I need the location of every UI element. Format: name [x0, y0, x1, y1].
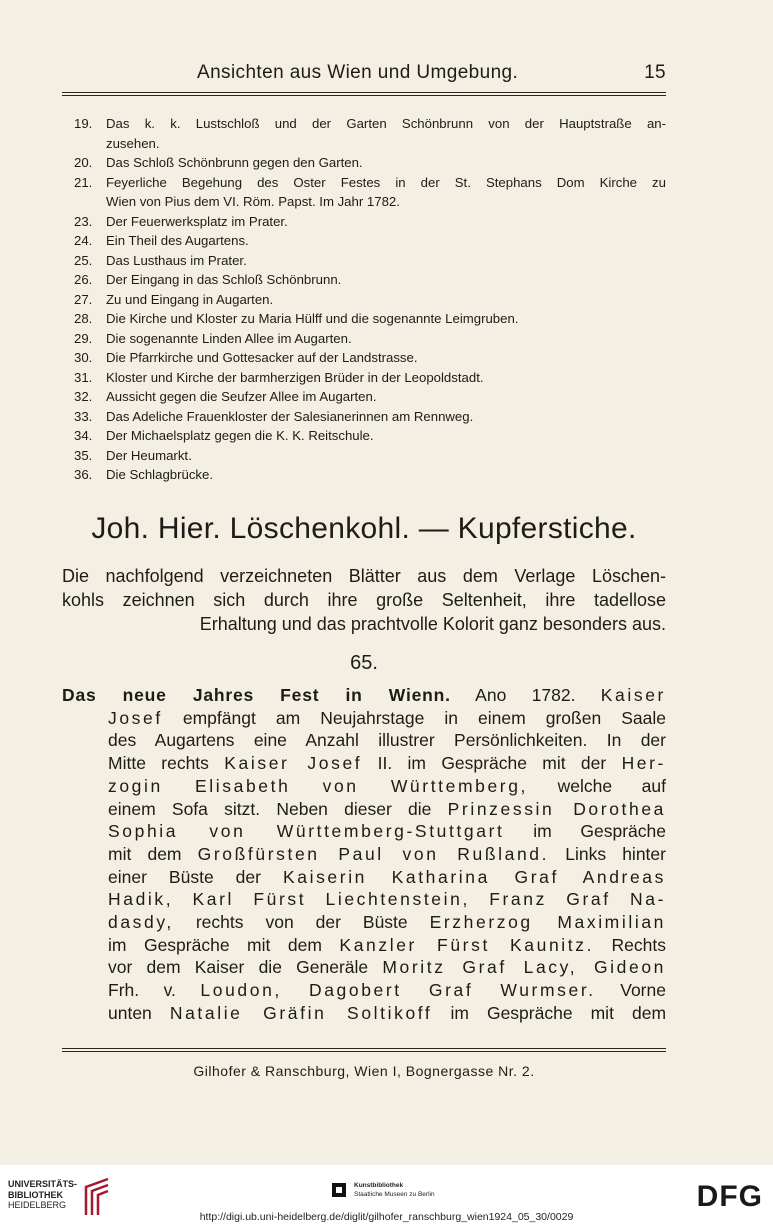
entry-text: II. im Gespräche mit der — [362, 753, 622, 774]
intro-line: Die nachfolgend verzeichneten Blätter aus dem Verlage Löschen- — [62, 566, 666, 586]
list-item-text: Das Adeliche Frauenkloster der Salesianerinnen am Rennweg. — [106, 408, 474, 424]
list-item-text: zusehen. — [106, 135, 160, 151]
entry-text: vor dem Kaiser die Generäle — [108, 957, 383, 978]
list-item — [62, 212, 666, 232]
list-item-number: 30. — [74, 350, 93, 365]
entry-line — [62, 866, 666, 889]
kunstbibliothek-text — [354, 1181, 435, 1199]
list-item-number: 27. — [74, 291, 93, 307]
list-item-number: 19. — [74, 116, 93, 131]
entry-65 — [62, 684, 666, 1025]
list-item-text: Das Lusthaus im Prater. — [106, 252, 247, 268]
list-item-number: 28. — [74, 311, 93, 326]
list-item — [62, 465, 666, 485]
spaced-name: Loudon, Dagobert Graf Wurmser. — [200, 980, 596, 1001]
list-item — [62, 329, 666, 349]
section-heading: Joh. Hier. Löschenkohl. — Kupferstiche. — [91, 512, 637, 545]
source-url[interactable]: http://digi.ub.uni-heidelberg.de/diglit/gilhofer_ranschburg_wien1924_05_30/0029 — [199, 1211, 574, 1223]
spaced-name: Großfürsten Paul von Rußland. — [197, 843, 550, 864]
spaced-name: Kaiser — [600, 685, 666, 705]
list-item — [62, 407, 666, 427]
list-item-number: 35. — [74, 447, 93, 463]
ub-line-1: UNIVERSITÄTS- — [8, 1179, 78, 1189]
entry-text: Ano 1782. — [475, 685, 601, 705]
entry-line — [62, 775, 666, 798]
spaced-name: Kaiserin Katharina Graf Andreas — [282, 866, 666, 887]
entry-text: unten — [108, 1002, 170, 1023]
list-item-text: Wien von Pius dem VI. Röm. Papst. Im Jahr 1782. — [106, 194, 400, 209]
entry-text: Rechts — [594, 934, 667, 955]
kb-line-1: Kunstbibliothek — [354, 1182, 404, 1189]
kunstbibliothek-icon — [330, 1181, 348, 1199]
dfg-logo[interactable]: DFG — [696, 1180, 763, 1213]
entry-line — [62, 729, 666, 752]
list-item-text: Die Pfarrkirche und Gottesacker auf der Landstrasse. — [106, 350, 418, 365]
entry-number: 65. — [350, 652, 378, 674]
entry-line — [62, 956, 666, 979]
list-item — [62, 290, 666, 310]
entry-text: empfängt am Neujahrstage in einem großen Saale — [162, 707, 666, 728]
list-item-number: 21. — [74, 174, 93, 190]
spaced-name: zogin Elisabeth von Württemberg, — [108, 775, 529, 796]
intro-paragraph — [62, 564, 666, 636]
spaced-name: Kaiser Josef — [224, 753, 363, 774]
running-head-title: Ansichten aus Wien und Umgebung. — [197, 62, 519, 83]
footer-rule — [62, 1048, 666, 1052]
running-head — [62, 62, 666, 88]
spaced-name: Moritz Graf Lacy, Gideon — [382, 957, 666, 978]
entry-text: rechts von der Büste — [173, 912, 430, 933]
list-item-text: Das k. k. Lustschloß und der Garten Schönbrunn von der Hauptstraße an- — [106, 116, 666, 131]
list-item — [62, 309, 666, 329]
entry-title: Das neue Jahres Fest in Wienn. — [62, 685, 451, 705]
list-item-number: 32. — [74, 389, 93, 404]
list-item-text: Das Schloß Schönbrunn gegen den Garten. — [106, 155, 363, 170]
entry-text: einer Büste der — [108, 866, 283, 887]
spaced-name: Erzherzog Maximilian — [429, 912, 666, 933]
list-item-number: 20. — [74, 155, 93, 170]
ub-heidelberg-text — [8, 1179, 77, 1211]
list-item-number: 36. — [74, 467, 93, 482]
kunstbibliothek-logo[interactable] — [330, 1179, 490, 1209]
list-item-text: Der Michaelsplatz gegen die K. K. Reitschule. — [106, 428, 374, 443]
entry-line — [62, 979, 666, 1002]
list-item — [62, 270, 666, 290]
list-item-number: 29. — [74, 330, 93, 346]
entry-line — [62, 888, 666, 911]
list-item-number: 33. — [74, 408, 93, 424]
spaced-name: Hadik, Karl Fürst Liechtenstein, Franz Graf Na- — [108, 889, 666, 910]
spaced-name: Natalie Gräfin Soltikoff — [169, 1002, 433, 1023]
list-item-number: 26. — [74, 272, 93, 287]
entry-line — [62, 843, 666, 866]
entry-text: welche auf — [528, 775, 666, 796]
kb-line-2: Staatliche Museen zu Berlin — [354, 1191, 435, 1198]
list-item-number: 24. — [74, 233, 93, 248]
entry-line — [62, 684, 666, 707]
list-item — [62, 153, 666, 173]
list-item — [62, 368, 666, 388]
entry-text: einem Sofa sitzt. Neben dieser die — [108, 798, 448, 819]
entry-line — [62, 752, 666, 775]
list-item-text: Kloster und Kirche der barmherzigen Brüder in der Leopoldstadt. — [106, 369, 484, 385]
list-item — [62, 114, 666, 153]
list-item-text: Die Schlagbrücke. — [106, 467, 214, 482]
entry-text: Frh. v. — [108, 980, 201, 1001]
list-item — [62, 387, 666, 407]
list-item-text: Feyerliche Begehung des Oster Festes in der St. Stephans Dom Kirche zu — [106, 174, 666, 190]
entry-text: des Augartens eine Anzahl illustrer Persönlichkeiten. In der — [108, 730, 666, 751]
list-item-text: Ein Theil des Augartens. — [106, 233, 249, 248]
entry-line — [62, 798, 666, 821]
list-item-text: Der Eingang in das Schloß Schönbrunn. — [106, 272, 342, 287]
header-rule — [62, 92, 666, 96]
list-item — [62, 173, 666, 212]
list-item-number: 23. — [74, 213, 93, 229]
entry-text: Mitte rechts — [108, 753, 225, 774]
list-item-number: 34. — [74, 428, 93, 443]
entry-line — [62, 911, 666, 934]
list-item-text: Zu und Eingang in Augarten. — [106, 291, 274, 307]
entry-text: im Gespräche mit dem — [108, 934, 340, 955]
spaced-name: Josef — [108, 707, 163, 728]
ub-line-3: HEIDELBERG — [8, 1200, 67, 1210]
spaced-name: Her- — [621, 753, 666, 774]
entry-line — [62, 1002, 666, 1025]
list-item — [62, 348, 666, 368]
spaced-name: dasdy, — [108, 912, 174, 933]
intro-line: kohls zeichnen sich durch ihre große Seltenheit, ihre tadellose — [62, 590, 666, 610]
entry-text: Vorne — [595, 980, 666, 1001]
list-item-text: Der Feuerwerksplatz im Prater. — [106, 213, 288, 229]
list-item — [62, 426, 666, 446]
entry-line — [62, 934, 666, 957]
list-item-number: 25. — [74, 252, 93, 268]
list-item-text: Der Heumarkt. — [106, 447, 192, 463]
entry-text: mit dem — [108, 843, 198, 864]
page-number: 15 — [644, 62, 666, 83]
list-item-text: Aussicht gegen die Seufzer Allee im Augarten. — [106, 389, 377, 404]
entry-line — [62, 820, 666, 843]
list-item — [62, 446, 666, 466]
entry-text: im Gespräche mit dem — [432, 1002, 667, 1023]
list-item — [62, 231, 666, 251]
spaced-name: Prinzessin Dorothea — [447, 798, 666, 819]
list-item — [62, 251, 666, 271]
intro-line: Erhaltung und das prachtvolle Kolorit ganz besonders aus. — [199, 614, 666, 634]
spaced-name: Kanzler Fürst Kaunitz. — [339, 934, 595, 955]
plate-list — [62, 114, 666, 485]
list-item-text: Die Kirche und Kloster zu Maria Hülff und die sogenannte Leimgruben. — [106, 311, 519, 326]
ub-line-2: BIBLIOTHEK — [8, 1189, 63, 1200]
entry-line — [62, 707, 666, 730]
spaced-name: Sophia von Württemberg-Stuttgart — [108, 821, 505, 842]
list-item-number: 31. — [74, 369, 93, 385]
entry-text: im Gespräche — [504, 821, 666, 842]
entry-text: Links hinter — [549, 843, 666, 864]
publisher-footer: Gilhofer & Ranschburg, Wien I, Bognergasse Nr. 2. — [193, 1063, 535, 1079]
list-item-text: Die sogenannte Linden Allee im Augarten. — [106, 330, 352, 346]
